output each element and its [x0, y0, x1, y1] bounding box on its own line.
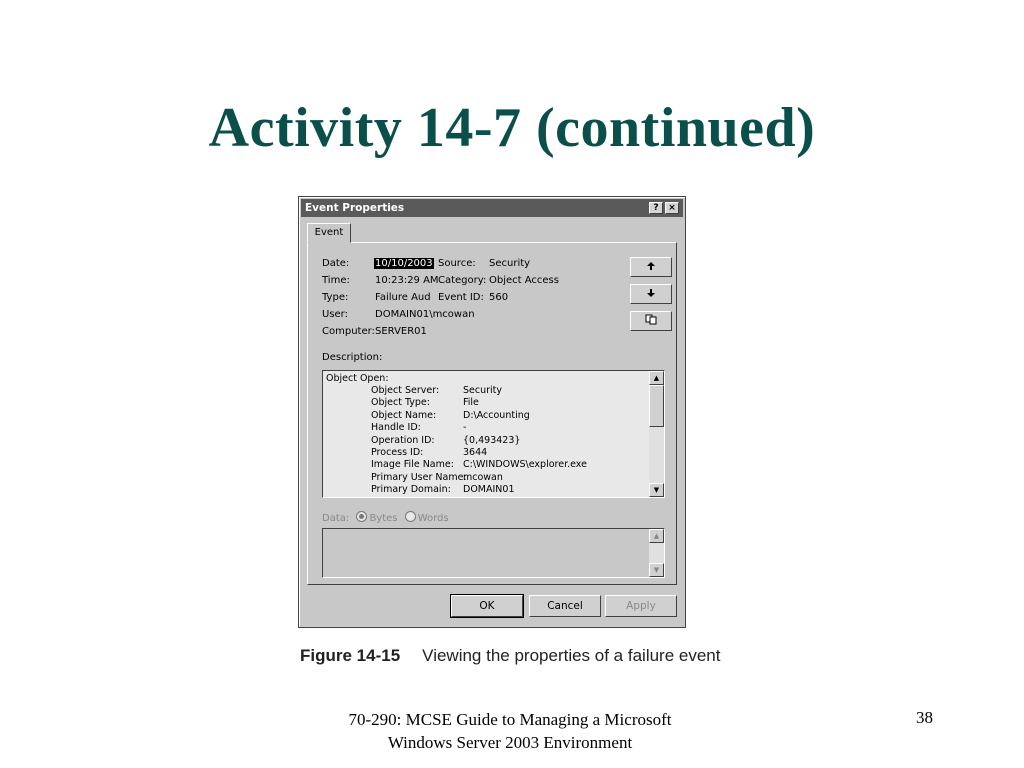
copy-icon — [645, 314, 657, 325]
description-heading: Object Open: — [326, 373, 389, 384]
type-label: Type: — [322, 292, 349, 303]
description-value: {0,493423} — [463, 434, 521, 446]
data-textbox[interactable] — [322, 528, 665, 578]
user-label: User: — [322, 309, 348, 320]
time-label: Time: — [322, 275, 350, 286]
event-id-value: 560 — [489, 292, 509, 303]
date-value[interactable]: 10/10/2003 — [375, 258, 433, 269]
data-scroll-down-icon[interactable]: ▼ — [649, 563, 664, 577]
description-key: Object Server: — [371, 385, 440, 396]
category-value: Object Access — [489, 275, 559, 286]
slide-footer — [290, 708, 730, 754]
event-properties-dialog — [298, 196, 686, 628]
figure-caption — [300, 646, 720, 666]
arrow-down-icon — [646, 288, 656, 298]
bytes-radio-label: Bytes — [369, 513, 398, 524]
ok-button[interactable]: OK — [451, 595, 523, 617]
close-button[interactable]: × — [665, 202, 679, 214]
event-id-label: Event ID: — [438, 292, 484, 303]
description-key: Image File Name: — [371, 459, 454, 471]
description-scrollbar[interactable] — [649, 371, 664, 497]
help-button[interactable]: ? — [649, 202, 663, 214]
description-value: DOMAIN01 — [463, 484, 515, 496]
dialog-titlebar[interactable] — [301, 199, 683, 217]
event-tab-panel — [307, 242, 677, 585]
description-value: Security — [463, 385, 503, 396]
footer-line-1: 70-290: MCSE Guide to Managing a Microsoft — [348, 710, 672, 729]
scroll-down-icon[interactable]: ▼ — [649, 483, 664, 497]
description-value: File — [463, 397, 479, 409]
description-key: Process ID: — [371, 447, 424, 458]
description-label: Description: — [322, 352, 383, 363]
description-value: D:\Accounting — [463, 409, 530, 421]
dialog-title: Event Properties — [305, 202, 405, 214]
description-key: Object Name: — [371, 409, 437, 421]
data-scrollbar[interactable] — [649, 529, 664, 577]
copy-event-button[interactable] — [630, 311, 672, 331]
description-key: Primary Domain: — [371, 484, 451, 496]
words-radio-label: Words — [417, 513, 449, 524]
time-value: 10:23:29 AM — [375, 275, 439, 286]
slide-title: Activity 14-7 (continued) — [208, 97, 816, 159]
user-value: DOMAIN01\mcowan — [375, 309, 475, 320]
cancel-button[interactable]: Cancel — [529, 595, 601, 617]
description-key: Handle ID: — [371, 422, 421, 434]
description-value: - — [463, 422, 467, 434]
computer-value: SERVER01 — [375, 326, 427, 337]
data-scroll-up-icon[interactable]: ▲ — [649, 529, 664, 543]
source-label: Source: — [438, 258, 476, 269]
description-key: Operation ID: — [371, 434, 435, 446]
category-label: Category: — [438, 275, 487, 286]
footer-line-2: Windows Server 2003 Environment — [387, 733, 633, 752]
data-label: Data: — [322, 513, 350, 524]
data-format-row — [322, 511, 449, 524]
description-value: 3644 — [463, 447, 488, 458]
apply-button[interactable]: Apply — [605, 595, 677, 617]
next-event-button[interactable] — [630, 284, 672, 304]
description-value: mcowan — [463, 471, 503, 483]
description-textbox[interactable] — [322, 370, 665, 498]
scroll-thumb[interactable] — [649, 385, 664, 427]
figure-label: Figure 14-15 — [300, 646, 401, 665]
date-label: Date: — [322, 258, 350, 269]
scroll-up-icon[interactable]: ▲ — [649, 371, 664, 385]
description-key: Object Type: — [371, 397, 430, 409]
tab-event[interactable]: Event — [307, 223, 351, 243]
words-radio[interactable] — [405, 511, 416, 522]
page-number: 38 — [916, 708, 933, 727]
previous-event-button[interactable] — [630, 257, 672, 277]
description-key: Primary User Name: — [371, 471, 467, 483]
description-value: C:\WINDOWS\explorer.exe — [463, 459, 587, 471]
bytes-radio[interactable] — [356, 511, 367, 522]
source-value: Security — [489, 258, 531, 269]
type-value: Failure Aud — [375, 292, 431, 303]
arrow-up-icon — [646, 261, 656, 271]
computer-label: Computer: — [322, 326, 375, 337]
figure-caption-text: Viewing the properties of a failure event — [422, 646, 721, 665]
